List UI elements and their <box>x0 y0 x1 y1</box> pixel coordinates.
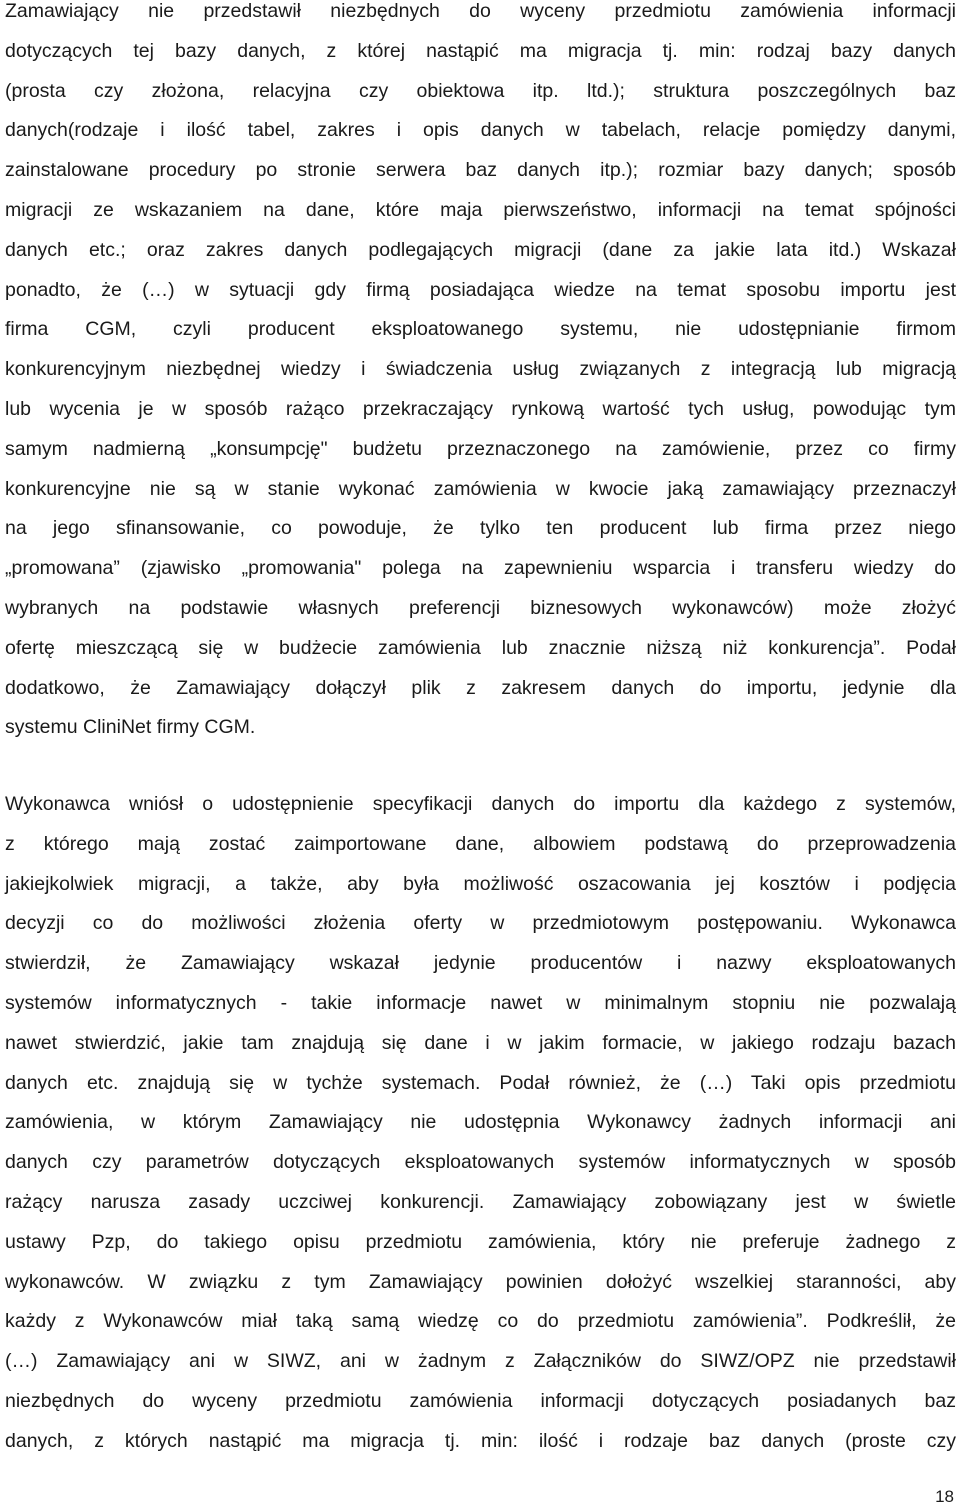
page-number: 18 <box>935 1487 954 1506</box>
text-line: Zamawiający nie przedstawił niezbędnych do wyceny przedmiotu zamówienia informacji <box>5 0 956 22</box>
paragraph-2 <box>5 785 956 1462</box>
text-line: stwierdził, że Zamawiający wskazał jedynie producentów i nazwy eksploatowanych <box>5 952 956 975</box>
text-line: dodatkowo, że Zamawiający dołączył plik z zakresem danych do importu, jedynie dla <box>5 676 956 699</box>
text-line: Wykonawca wniósł o udostępnienie specyfikacji danych do importu dla każdego z systemów, <box>5 793 956 815</box>
text-line: samym nadmierną „konsumpcję" budżetu przeznaczonego na zamówienie, przez co firmy <box>5 437 956 460</box>
text-line: decyzji co do możliwości złożenia oferty w przedmiotowym postępowaniu. Wykonawca <box>5 912 956 935</box>
text-line: danych(rodzaje i ilość tabel, zakres i opis danych w tabelach, relacje pomiędzy danymi, <box>5 119 956 142</box>
text-line: „promowana” (zjawisko „promowania" polega na zapewnieniu wsparcia i transferu wiedzy do <box>5 557 956 580</box>
text-line: wybranych na podstawie własnych preferencji biznesowych wykonawców) może złożyć <box>5 596 956 619</box>
text-line: wykonawców. W związku z tym Zamawiający powinien dołożyć wszelkiej staranności, aby <box>5 1270 956 1293</box>
text-line: (…) Zamawiający ani w SIWZ, ani w żadnym z Załączników do SIWZ/OPZ nie przedstawił <box>5 1350 956 1373</box>
text-line: danych etc. znajdują się w tychże systemach. Podał również, że (…) Taki opis przedmiotu <box>5 1071 956 1094</box>
text-line: systemu CliniNet firmy CGM. <box>5 716 256 739</box>
text-line: ofertę mieszczącą się w budżecie zamówienia lub znacznie niższą niż konkurencja”. Podał <box>5 636 956 659</box>
text-line: dotyczących tej bazy danych, z której nastąpić ma migracja tj. min: rodzaj bazy danych <box>5 39 956 62</box>
text-line: danych etc.; oraz zakres danych podlegających migracji (dane za jakie lata itd.) Wskazał <box>5 238 956 261</box>
text-line: danych czy parametrów dotyczących eksploatowanych systemów informatycznych w sposób <box>5 1151 956 1174</box>
text-line: lub wycenia je w sposób rażąco przekraczający rynkową wartość tych usług, powodując tym <box>5 397 956 420</box>
text-line: firma CGM, czyli producent eksploatowanego systemu, nie udostępnianie firmom <box>5 318 956 341</box>
text-line: nawet stwierdzić, jakie tam znajdują się dane i w jakim formacie, w jakiego rodzaju bazach <box>5 1031 956 1054</box>
text-line: zainstalowane procedury po stronie serwera baz danych itp.); rozmiar bazy danych; sposób <box>5 159 956 182</box>
text-line: z którego mają zostać zaimportowane dane, albowiem podstawą do przeprowadzenia <box>5 832 956 855</box>
text-line: konkurencyjne nie są w stanie wykonać zamówienia w kwocie jaką zamawiający przeznaczył <box>5 477 956 500</box>
paragraph-1 <box>5 0 956 748</box>
text-line: (prosta czy złożona, relacyjna czy obiektowa itp. ltd.); struktura poszczególnych baz <box>5 79 956 102</box>
text-line: systemów informatycznych - takie informacje nawet w minimalnym stopniu nie pozwalają <box>5 991 956 1014</box>
text-line: ponadto, że (…) w sytuacji gdy firmą posiadająca wiedze na temat sposobu importu jest <box>5 278 956 301</box>
text-line: niezbędnych do wyceny przedmiotu zamówienia informacji dotyczących posiadanych baz <box>5 1389 956 1412</box>
text-line: zamówienia, w którym Zamawiający nie udostępnia Wykonawcy żadnych informacji ani <box>5 1111 956 1134</box>
text-line: migracji ze wskazaniem na dane, które maja pierwszeństwo, informacji na temat spójności <box>5 198 956 221</box>
text-line: rażący narusza zasady uczciwej konkurencji. Zamawiający zobowiązany jest w świetle <box>5 1190 956 1213</box>
text-line: na jego sfinansowanie, co powoduje, że tylko ten producent lub firma przez niego <box>5 517 956 540</box>
text-line: ustawy Pzp, do takiego opisu przedmiotu zamówienia, który nie preferuje żadnego z <box>5 1230 956 1253</box>
text-line: jakiejkolwiek migracji, a także, aby była możliwość oszacowania jej kosztów i podjęcia <box>5 872 956 895</box>
text-line: konkurencyjnym niezbędnej wiedzy i świadczenia usług związanych z integracją lub migracją <box>5 358 956 381</box>
text-line: danych, z których nastąpić ma migracja tj. min: ilość i rodzaje baz danych (proste czy <box>5 1429 956 1452</box>
text-line: każdy z Wykonawców miał taką samą wiedzę co do przedmiotu zamówienia”. Podkreślił, że <box>5 1310 956 1333</box>
